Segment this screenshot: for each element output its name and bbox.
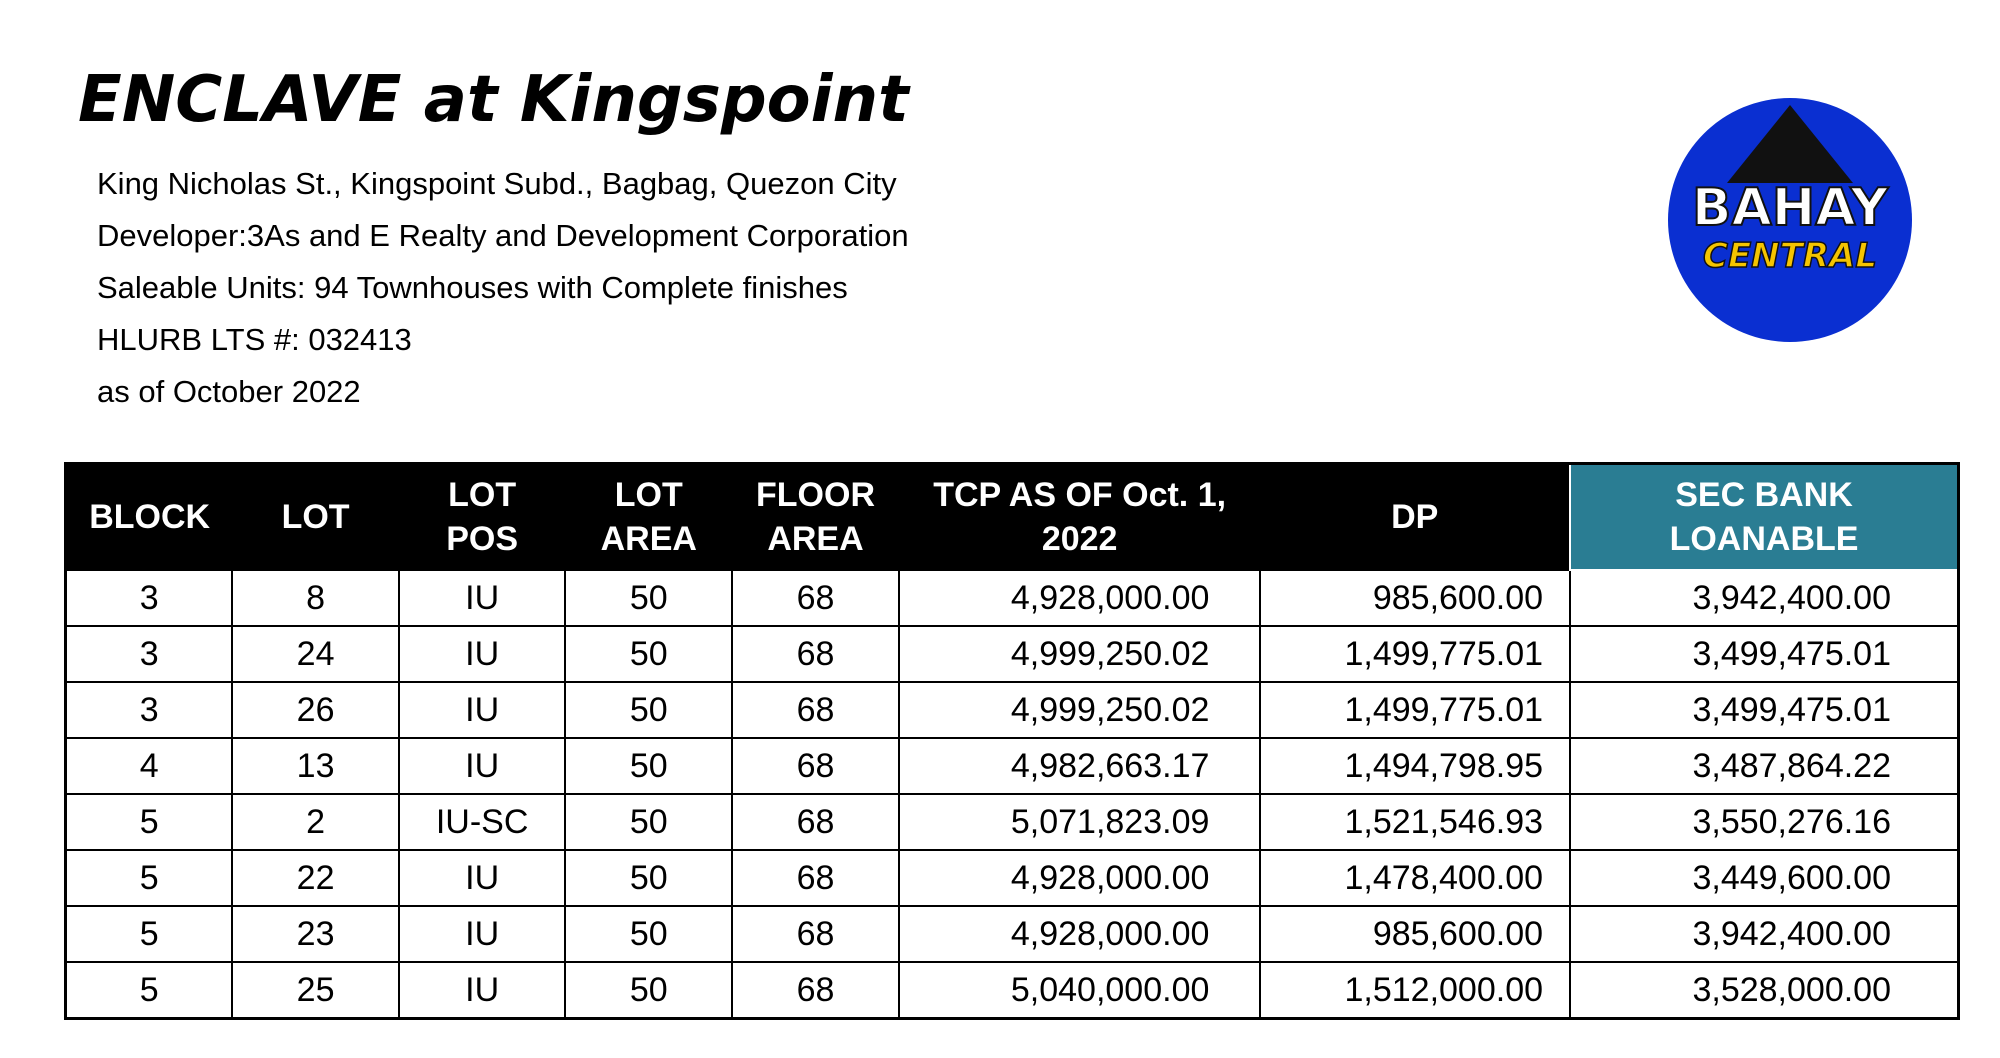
tcp-cell: 5,040,000.00 bbox=[899, 962, 1260, 1019]
floor-area-cell: 68 bbox=[732, 794, 899, 850]
floor-area-cell: 68 bbox=[732, 626, 899, 682]
floor-area-cell: 68 bbox=[732, 570, 899, 626]
lot-cell: 2 bbox=[232, 794, 399, 850]
table-row bbox=[66, 682, 1959, 738]
as-of-text: as of October 2022 bbox=[97, 374, 361, 409]
dp-cell: 1,478,400.00 bbox=[1260, 850, 1570, 906]
lot-pos-cell: IU bbox=[399, 626, 566, 682]
table-row bbox=[66, 738, 1959, 794]
table-row bbox=[66, 906, 1959, 962]
lot-cell: 23 bbox=[232, 906, 399, 962]
tcp-cell: 4,999,250.02 bbox=[899, 682, 1260, 738]
loanable-cell: 3,499,475.01 bbox=[1570, 626, 1958, 682]
lot-cell: 22 bbox=[232, 850, 399, 906]
dp-cell: 1,512,000.00 bbox=[1260, 962, 1570, 1019]
lot-cell: 24 bbox=[232, 626, 399, 682]
block-cell: 5 bbox=[66, 906, 233, 962]
address-text: King Nicholas St., Kingspoint Subd., Bagbag, Quezon City bbox=[97, 166, 897, 201]
block-cell: 5 bbox=[66, 962, 233, 1019]
loanable-cell: 3,942,400.00 bbox=[1570, 906, 1958, 962]
floor-area-cell: 68 bbox=[732, 850, 899, 906]
header-sec-bank-loanable: SEC BANK LOANABLE bbox=[1570, 464, 1958, 571]
table-row bbox=[66, 850, 1959, 906]
lot-area-cell: 50 bbox=[565, 794, 732, 850]
block-cell: 5 bbox=[66, 850, 233, 906]
block-cell: 3 bbox=[66, 570, 233, 626]
block-cell: 4 bbox=[66, 738, 233, 794]
dp-cell: 1,499,775.01 bbox=[1260, 626, 1570, 682]
table-header-row bbox=[66, 464, 1959, 571]
units-text: Saleable Units: 94 Townhouses with Complete finishes bbox=[97, 270, 848, 305]
lot-pos-cell: IU bbox=[399, 738, 566, 794]
loanable-cell: 3,487,864.22 bbox=[1570, 738, 1958, 794]
lot-cell: 8 bbox=[232, 570, 399, 626]
project-info bbox=[97, 158, 909, 418]
loanable-cell: 3,942,400.00 bbox=[1570, 570, 1958, 626]
dp-cell: 1,494,798.95 bbox=[1260, 738, 1570, 794]
lot-area-cell: 50 bbox=[565, 906, 732, 962]
lot-cell: 13 bbox=[232, 738, 399, 794]
block-cell: 3 bbox=[66, 626, 233, 682]
floor-area-cell: 68 bbox=[732, 906, 899, 962]
dp-cell: 1,499,775.01 bbox=[1260, 682, 1570, 738]
table-row bbox=[66, 626, 1959, 682]
logo-word-bottom: CENTRAL bbox=[1703, 236, 1877, 276]
dp-cell: 985,600.00 bbox=[1260, 570, 1570, 626]
lot-pos-cell: IU bbox=[399, 570, 566, 626]
hlurb-text: HLURB LTS #: 032413 bbox=[97, 322, 412, 357]
lot-area-cell: 50 bbox=[565, 738, 732, 794]
lot-area-cell: 50 bbox=[565, 570, 732, 626]
header-lot: LOT bbox=[232, 464, 399, 571]
lot-area-cell: 50 bbox=[565, 682, 732, 738]
lot-area-cell: 50 bbox=[565, 626, 732, 682]
logo-word-top: BAHAY bbox=[1691, 178, 1889, 238]
header-dp: DP bbox=[1260, 464, 1570, 571]
header-lot-area: LOT AREA bbox=[565, 464, 732, 571]
loanable-cell: 3,499,475.01 bbox=[1570, 682, 1958, 738]
lot-pos-cell: IU-SC bbox=[399, 794, 566, 850]
header-block: BLOCK bbox=[66, 464, 233, 571]
tcp-cell: 4,982,663.17 bbox=[899, 738, 1260, 794]
developer-text: Developer:3As and E Realty and Development Corporation bbox=[97, 218, 909, 253]
dp-cell: 985,600.00 bbox=[1260, 906, 1570, 962]
header-floor-area: FLOOR AREA bbox=[732, 464, 899, 571]
tcp-cell: 4,928,000.00 bbox=[899, 850, 1260, 906]
lot-area-cell: 50 bbox=[565, 962, 732, 1019]
lot-pos-cell: IU bbox=[399, 850, 566, 906]
table-row bbox=[66, 794, 1959, 850]
page-title: ENCLAVE at Kingspoint bbox=[78, 63, 909, 137]
table-row bbox=[66, 570, 1959, 626]
table-row bbox=[66, 962, 1959, 1019]
block-cell: 3 bbox=[66, 682, 233, 738]
lot-pos-cell: IU bbox=[399, 906, 566, 962]
floor-area-cell: 68 bbox=[732, 962, 899, 1019]
header-lot-pos: LOT POS bbox=[399, 464, 566, 571]
loanable-cell: 3,528,000.00 bbox=[1570, 962, 1958, 1019]
tcp-cell: 5,071,823.09 bbox=[899, 794, 1260, 850]
lot-cell: 25 bbox=[232, 962, 399, 1019]
loanable-cell: 3,449,600.00 bbox=[1570, 850, 1958, 906]
loanable-cell: 3,550,276.16 bbox=[1570, 794, 1958, 850]
lot-cell: 26 bbox=[232, 682, 399, 738]
tcp-cell: 4,928,000.00 bbox=[899, 570, 1260, 626]
floor-area-cell: 68 bbox=[732, 738, 899, 794]
block-cell: 5 bbox=[66, 794, 233, 850]
header-tcp: TCP AS OF Oct. 1, 2022 bbox=[899, 464, 1260, 571]
tcp-cell: 4,928,000.00 bbox=[899, 906, 1260, 962]
price-table bbox=[64, 462, 1960, 1020]
floor-area-cell: 68 bbox=[732, 682, 899, 738]
lot-pos-cell: IU bbox=[399, 962, 566, 1019]
bahay-central-logo bbox=[1655, 95, 1925, 345]
lot-pos-cell: IU bbox=[399, 682, 566, 738]
dp-cell: 1,521,546.93 bbox=[1260, 794, 1570, 850]
tcp-cell: 4,999,250.02 bbox=[899, 626, 1260, 682]
lot-area-cell: 50 bbox=[565, 850, 732, 906]
